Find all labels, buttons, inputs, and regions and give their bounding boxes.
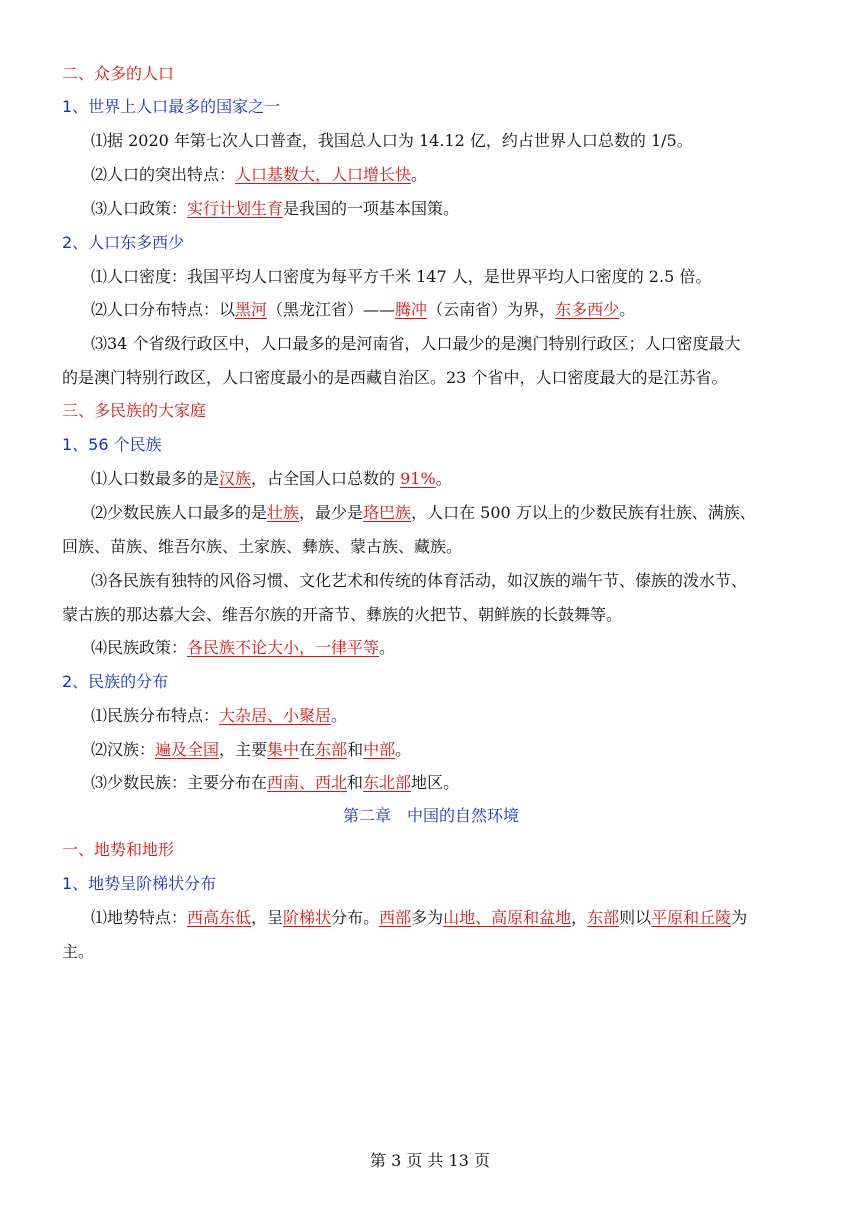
highlight-text: 汉族 (219, 469, 252, 488)
highlight-text: 平原和丘陵 (651, 908, 732, 927)
paragraph-ethnic-policy: ⑷民族政策：各民族不论大小，一律平等。 (91, 638, 396, 657)
highlight-text: 珞巴族 (363, 503, 412, 522)
paragraph-census: ⑴据 2020 年第七次人口普查，我国总人口为 14.12 亿，约占世界人口总数的 1/5。 (91, 131, 693, 150)
subheading-east-west: 2、人口东多西少 (62, 233, 185, 252)
highlight-text: 人口基数大，人口增长快 (235, 165, 412, 184)
highlight-text: 山地、高原和盆地 (443, 908, 572, 927)
subheading-most-populous: 1、世界上人口最多的国家之一 (62, 97, 281, 116)
highlight-text: 遍及全国 (155, 740, 220, 759)
paragraph-provinces-line2: 的是澳门特别行政区，人口密度最小的是西藏自治区。23 个省中，人口密度最大的是江苏省。 (62, 368, 728, 387)
chapter-title: 第二章 中国的自然环境 (342, 806, 519, 825)
highlight-text: 各民族不论大小，一律平等 (187, 638, 380, 657)
section-heading-ethnic: 三、多民族的大家庭 (62, 401, 207, 420)
paragraph-minorities-line1: ⑵少数民族人口最多的是壮族，最少是珞巴族，人口在 500 万以上的少数民族有壮族、满族、 (91, 503, 756, 522)
highlight-text: 腾冲 (395, 300, 428, 319)
section-heading-terrain: 一、地势和地形 (62, 840, 175, 859)
highlight-text: 阶梯状 (283, 908, 332, 927)
paragraph-population-features: ⑵人口的突出特点：人口基数大，人口增长快。 (91, 165, 428, 184)
page-footer: 第 3 页 共 13 页 (370, 1151, 490, 1170)
highlight-text: 东部 (587, 908, 620, 927)
highlight-text: 东部 (315, 740, 348, 759)
paragraph-han-population: ⑴人口数最多的是汉族，占全国人口总数的 91%。 (91, 469, 452, 488)
highlight-text: 壮族 (267, 503, 300, 522)
highlight-text: 大杂居、小聚居 (219, 706, 332, 725)
highlight-text: 东多西少 (555, 300, 620, 319)
paragraph-han-distribution: ⑵汉族：遍及全国，主要集中在东部和中部。 (91, 740, 412, 759)
subheading-terrain-steps: 1、地势呈阶梯状分布 (62, 874, 217, 893)
highlight-text: 集中 (267, 740, 300, 759)
highlight-text: 西高东低 (187, 908, 252, 927)
paragraph-minorities-line2: 回族、苗族、维吾尔族、土家族、彝族、蒙古族、藏族。 (62, 537, 463, 556)
subheading-ethnic-distribution: 2、民族的分布 (62, 672, 169, 691)
highlight-text: 黑河 (235, 300, 268, 319)
paragraph-customs-line1: ⑶各民族有独特的风俗习惯、文化艺术和传统的体育活动，如汉族的端午节、傣族的泼水节、 (91, 571, 748, 590)
highlight-text: 实行计划生育 (187, 199, 284, 218)
highlight-text: 西南、西北 (267, 773, 348, 792)
paragraph-distribution: ⑵人口分布特点：以黑河（黑龙江省）——腾冲（云南省）为界，东多西少。 (91, 300, 636, 319)
paragraph-minority-distribution: ⑶少数民族：主要分布在西南、西北和东北部地区。 (91, 773, 460, 792)
paragraph-customs-line2: 蒙古族的那达慕大会、维吾尔族的开斋节、彝族的火把节、朝鲜族的长鼓舞等。 (62, 605, 623, 624)
highlight-text: 91% (400, 469, 436, 488)
highlight-text: 西部 (379, 908, 412, 927)
highlight-text: 东北部 (363, 773, 412, 792)
paragraph-distribution-features: ⑴民族分布特点：大杂居、小聚居。 (91, 706, 348, 725)
highlight-text: 中部 (363, 740, 396, 759)
paragraph-terrain-features-line1: ⑴地势特点：西高东低，呈阶梯状分布。西部多为山地、高原和盆地，东部则以平原和丘陵为 (91, 908, 748, 927)
paragraph-density: ⑴人口密度：我国平均人口密度为每平方千米 147 人，是世界平均人口密度的 2.5 倍。 (91, 267, 712, 286)
paragraph-terrain-features-line2: 主。 (62, 942, 95, 961)
paragraph-population-policy: ⑶人口政策：实行计划生育是我国的一项基本国策。 (91, 199, 460, 218)
paragraph-provinces-line1: ⑶34 个省级行政区中，人口最多的是河南省，人口最少的是澳门特别行政区；人口密度最大 (91, 334, 741, 353)
section-heading-population: 二、众多的人口 (62, 64, 175, 83)
subheading-56-ethnic: 1、56 个民族 (62, 435, 162, 454)
